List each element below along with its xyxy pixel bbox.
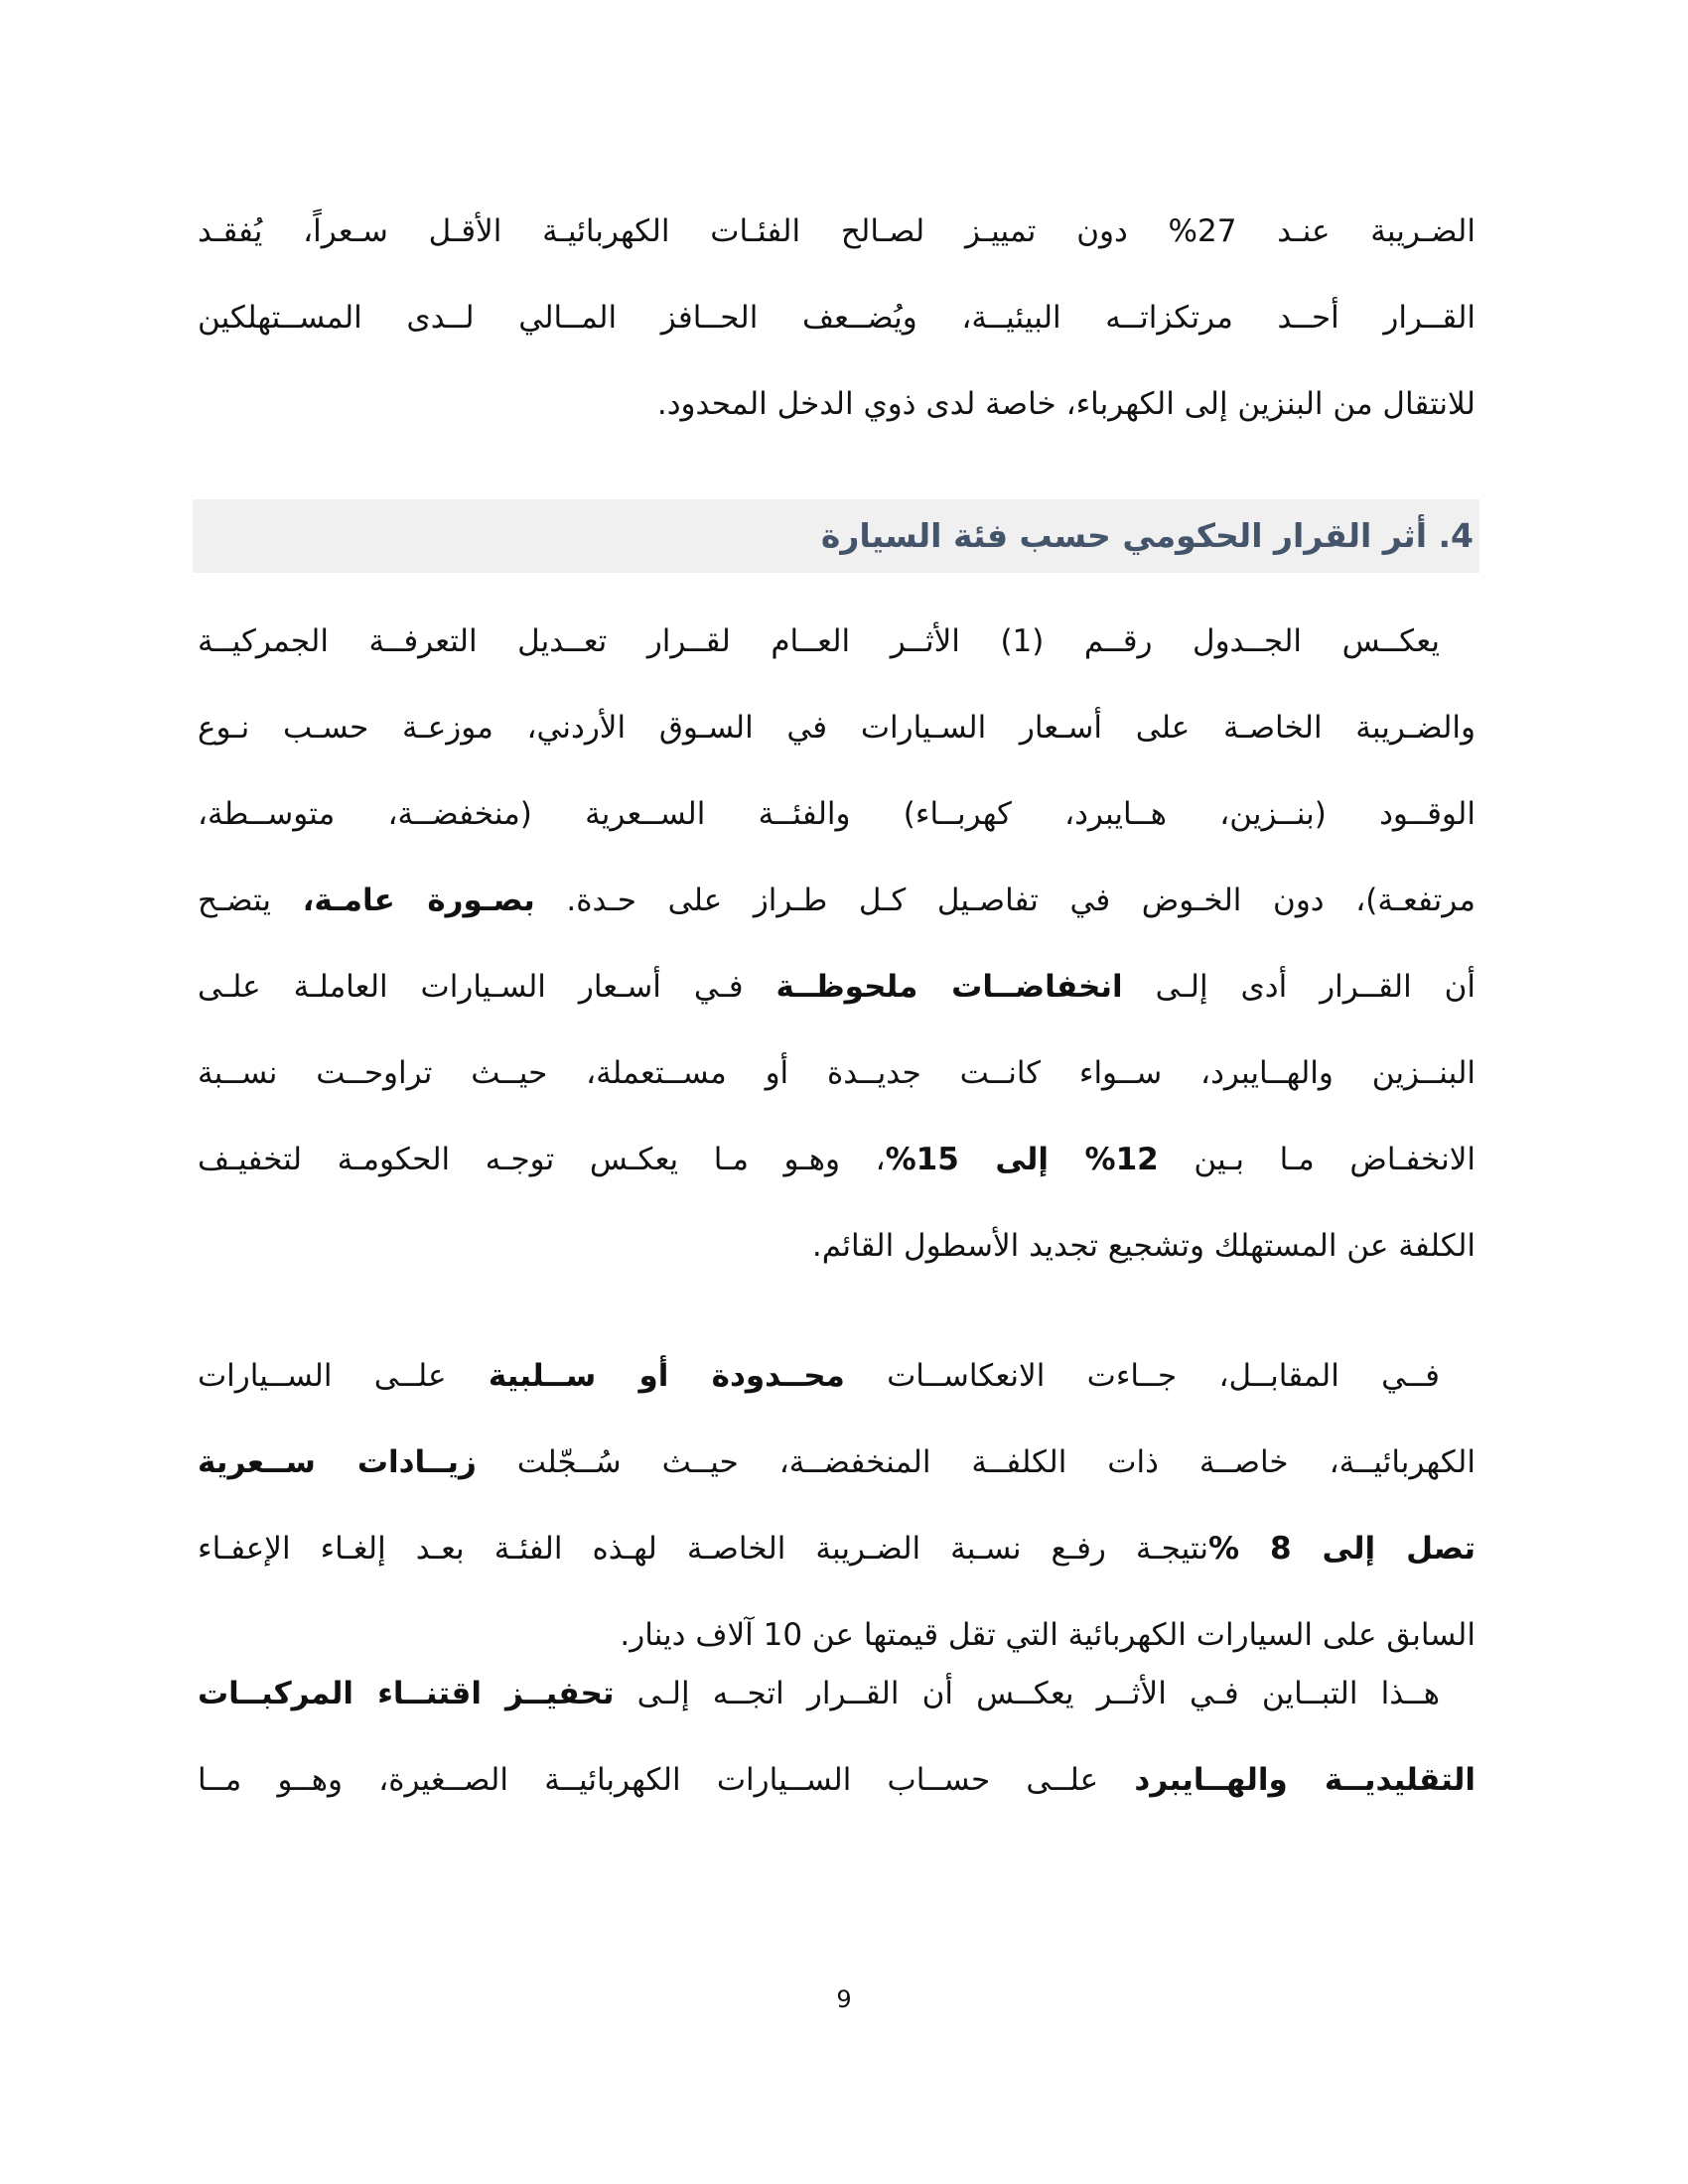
section-heading-bar [193,499,1479,573]
text-segment: البنــزين والهــايبرد، ســواء كانــت جديــدة أو مســتعملة، حيــث تراوحــت نســبة [198,1055,1476,1091]
text-segment: فــي المقابــل، جــاءت الانعكاســات [844,1358,1440,1394]
section-heading: 4. أثر القرار الحكومي حسب فئة السيارة [820,516,1474,555]
text-line [198,858,1476,944]
text-segment: الضـريبة عنـد 27% دون تمييـز لصـالح الفئـات الكهربائيـة الأقـل سـعراً، يُفقـد [198,213,1476,249]
text-segment: الوقــود (بنــزين، هــايبرد، كهربــاء) والفئــة الســعرية (منخفضــة، متوســطة، [198,796,1476,832]
bold-text: محــدودة أو ســلبية [488,1358,845,1394]
bold-text: تصل إلى 8 % [1207,1531,1476,1567]
bold-text: زيــادات ســعرية [198,1444,477,1480]
text-segment: والضـريبة الخاصـة على أسـعار السـيارات في السـوق الأردني، موزعـة حسـب نـوع [198,710,1476,746]
text-line [198,275,1476,361]
text-line [198,189,1476,275]
text-segment: الكلفة عن المستهلك وتشجيع تجديد الأسطول القائم. [811,1228,1476,1264]
text-line [198,1506,1476,1592]
bold-text: التقليديــة والهــايبرد [1134,1762,1476,1798]
text-segment: علــى الســيارات [198,1358,489,1394]
text-segment: السابق على السيارات الكهربائية التي تقل قيمتها عن 10 آلاف دينار. [620,1617,1476,1653]
text-segment: علــى حســاب الســيارات الكهربائيــة الصــغيرة، وهــو مــا [198,1762,1135,1798]
text-segment: الكهربائيــة، خاصــة ذات الكلفــة المنخفضــة، حيــث سُــجّلت [476,1444,1476,1480]
text-segment: الانخفـاض مـا بـين [1158,1142,1476,1177]
text-line [198,1117,1476,1203]
bold-text: 12% إلى 15% [885,1142,1159,1177]
text-segment: أن القــرار أدى إلـى [1122,969,1477,1005]
bold-text: تحفيــز اقتنــاء المركبــات [198,1676,615,1711]
text-segment: هــذا التبــاين فـي الأثــر يعكــس أن القــرار اتجــه إلـى [614,1676,1440,1711]
text-line [198,1203,1476,1290]
text-segment: القــرار أحــد مرتكزاتــه البيئيــة، ويُضــعف الحــافز المــالي لــدى المســتهلكين [198,300,1476,336]
text-segment: للانتقال من البنزين إلى الكهرباء، خاصة لدى ذوي الدخل المحدود. [656,386,1476,422]
paragraph-table-impact [198,599,1476,1290]
text-segment: يعكــس الجــدول رقــم (1) الأثــر العــام لقــرار تعــديل التعرفــة الجمركيــة [198,623,1440,659]
bold-text: انخفاضــات ملحوظــة [775,969,1123,1005]
paragraph-intro-continued [198,189,1476,448]
text-line [198,944,1476,1030]
text-line [198,1737,1476,1824]
text-line [198,1030,1476,1117]
text-segment: نتيجـة رفـع نسـبة الضـريبة الخاصـة لهـذه الفئـة بعـد إلغـاء الإعفـاء [198,1531,1208,1567]
text-line [198,1651,1476,1737]
text-segment: مرتفعـة)، دون الخـوض في تفاصـيل كـل طـراز على حـدة. [534,883,1477,918]
text-line [198,685,1476,771]
text-line [198,771,1476,858]
paragraph-contrast [198,1651,1476,1824]
text-line [198,1333,1476,1420]
text-line [198,361,1476,448]
text-segment: فـي أسـعار السـيارات العاملـة علـى [198,969,776,1005]
bold-text: بصـورة عامـة، [302,883,535,918]
page-number: 9 [836,1985,852,2013]
text-segment: يتضـح [198,883,303,918]
paragraph-electric-impact [198,1333,1476,1679]
text-line [198,1420,1476,1506]
text-line [198,599,1476,685]
text-segment: ، وهـو مـا يعكـس توجـه الحكومـة لتخفيـف [198,1142,886,1177]
